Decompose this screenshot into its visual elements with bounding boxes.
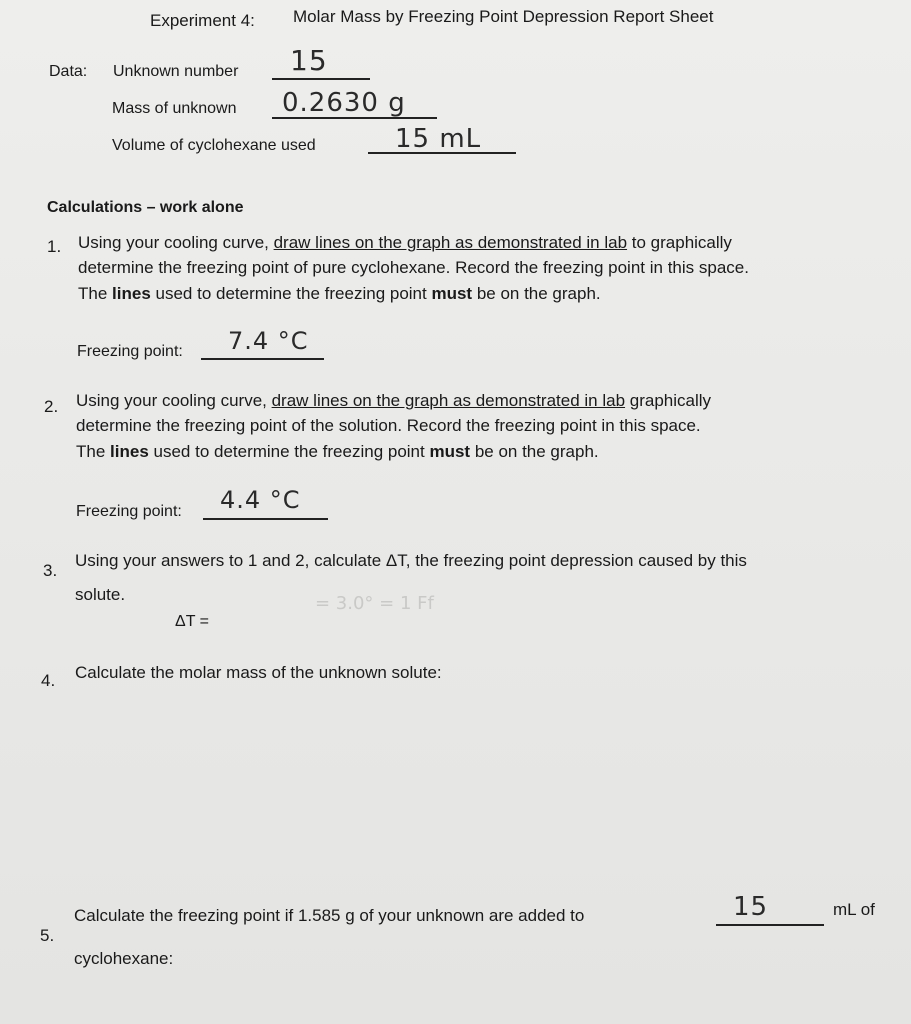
q2-line3-a: The [76, 442, 111, 461]
q2-line1-end: graphically [625, 391, 712, 410]
q4-text: Calculate the molar mass of the unknown solute: [75, 663, 442, 682]
q2-line3-b: used to determine the freezing point [148, 442, 430, 461]
volume-label: Volume of cyclohexane used [112, 137, 316, 154]
q3-line1: Using your answers to 1 and 2, calculate ΔT, the freezing point depression caused by this [75, 551, 747, 570]
q1-instruction-underlined: draw lines on the graph as demonstrated in lab [273, 233, 628, 252]
q5-blank-value: 15 [733, 892, 769, 922]
unknown-number-line [272, 78, 370, 80]
q1-number: 1. [47, 237, 62, 256]
q5-line2: cyclohexane: [74, 949, 174, 968]
q4-number: 4. [41, 671, 56, 690]
delta-t-label: ΔT = [175, 613, 209, 630]
q2-number: 2. [44, 397, 59, 416]
experiment-label: Experiment 4: [150, 11, 255, 30]
q5-line1: Calculate the freezing point if 1.585 g of your unknown are added to [74, 906, 585, 925]
q2-must-bold: must [429, 442, 471, 461]
q1-line3-c: be on the graph. [472, 284, 601, 303]
q1-line3-b: used to determine the freezing point [150, 284, 432, 303]
mass-value: 0.2630 g [282, 88, 406, 118]
mass-label: Mass of unknown [112, 100, 237, 117]
q1-line2: determine the freezing point of pure cyclohexane. Record the freezing point in this space. [78, 258, 749, 277]
q1-answer-line [201, 358, 324, 360]
q3-faint-work: = 3.0° = 1 Ff [315, 593, 434, 614]
q2-line3-c: be on the graph. [470, 442, 599, 461]
data-label: Data: [49, 63, 88, 80]
q5-number: 5. [40, 926, 55, 945]
q2-lines-bold: lines [110, 442, 149, 461]
q1-line1 [78, 233, 732, 253]
q2-line1-start: Using your cooling curve, [76, 391, 272, 410]
q1-line3-a: The [78, 284, 113, 303]
unknown-number-value: 15 [290, 44, 328, 77]
q1-line1-end: to graphically [627, 233, 732, 252]
q1-answer-label: Freezing point: [77, 343, 183, 360]
q1-answer-value: 7.4 °C [228, 327, 309, 355]
calculations-heading: Calculations – work alone [47, 199, 244, 216]
q1-line3 [78, 284, 601, 304]
page-title: Molar Mass by Freezing Point Depression Report Sheet [293, 7, 714, 26]
q5-blank-line [716, 924, 824, 926]
q2-answer-line [203, 518, 328, 520]
q1-must-bold: must [431, 284, 473, 303]
q2-line1 [76, 391, 711, 411]
q2-line3 [76, 442, 599, 462]
q2-answer-value: 4.4 °C [220, 486, 301, 514]
q3-number: 3. [43, 561, 58, 580]
q2-line2: determine the freezing point of the solution. Record the freezing point in this space. [76, 416, 701, 435]
volume-value: 15 mL [395, 124, 482, 154]
q2-answer-label: Freezing point: [76, 503, 182, 520]
q1-lines-bold: lines [112, 284, 151, 303]
q1-line1-start: Using your cooling curve, [78, 233, 274, 252]
q2-instruction-underlined: draw lines on the graph as demonstrated in lab [271, 391, 626, 410]
q5-unit: mL of [833, 900, 875, 919]
q3-line2: solute. [75, 585, 126, 604]
unknown-number-label: Unknown number [113, 63, 239, 80]
